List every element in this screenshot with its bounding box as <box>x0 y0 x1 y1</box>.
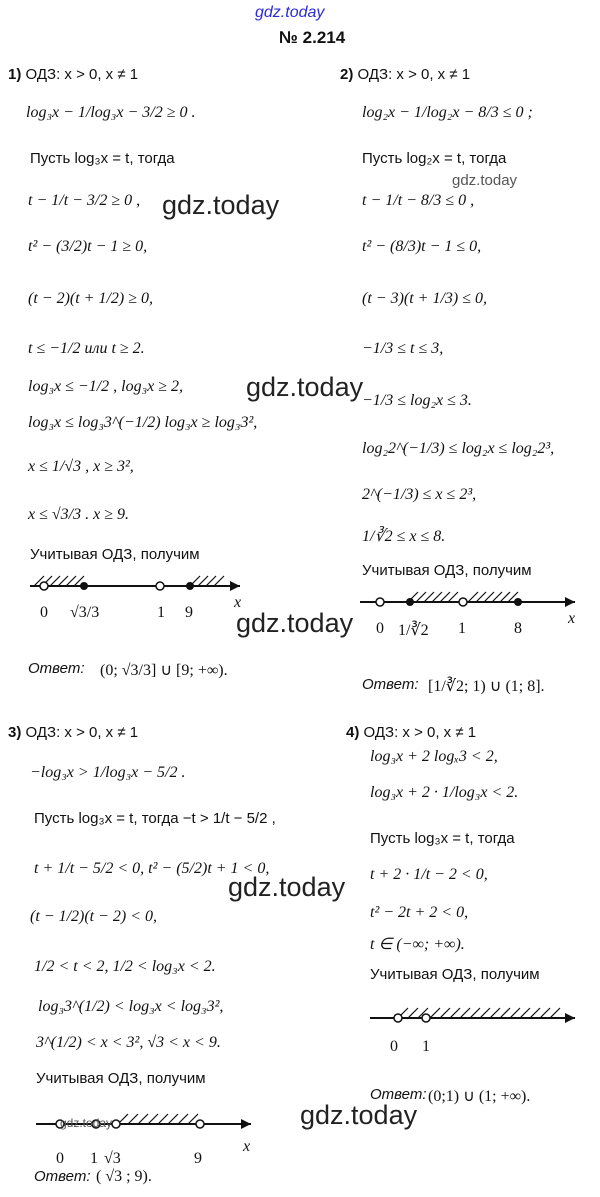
answer: (0;1) ∪ (1; +∞). <box>428 1088 531 1105</box>
watermark: gdz.today <box>60 1116 113 1130</box>
axis-label: 0 <box>390 1038 398 1055</box>
number-line-1 <box>30 568 240 608</box>
answer: ( √3 ; 9). <box>96 1168 152 1185</box>
line: Учитывая ОДЗ, получим <box>30 546 200 563</box>
line: x ≤ √3/3 . x ≥ 9. <box>28 506 129 523</box>
watermark: gdz.today <box>162 190 280 220</box>
axis-label: 1 <box>90 1150 98 1167</box>
line: Учитывая ОДЗ, получим <box>36 1070 206 1087</box>
answer-label: Ответ: <box>362 676 419 693</box>
line: 3^(1/2) < x < 3², √3 < x < 9. <box>36 1034 221 1051</box>
line: t + 1/t − 5/2 < 0, t² − (5/2)t + 1 < 0, <box>34 860 270 877</box>
line: Учитывая ОДЗ, получим <box>370 966 540 983</box>
line: t − 1/t − 8/3 ≤ 0 , <box>362 192 475 209</box>
line: t² − (8/3)t − 1 ≤ 0, <box>362 238 482 255</box>
axis-label: 1/∛2 <box>398 622 429 639</box>
axis-label: 0 <box>56 1150 64 1167</box>
line: log₃3^(1/2) < log₃x < log₃3², <box>38 998 224 1015</box>
section-number: 2) <box>340 66 354 83</box>
line: (t − 1/2)(t − 2) < 0, <box>30 908 158 925</box>
axis-var: x <box>234 594 242 611</box>
number-line-4 <box>370 1000 575 1040</box>
line: ОДЗ: x > 0, x ≠ 1 <box>357 66 471 83</box>
line: t + 2 · 1/t − 2 < 0, <box>370 866 488 883</box>
axis-var: x <box>243 1138 251 1155</box>
line: Пусть log₃x = t, тогда <box>370 830 515 847</box>
line: log₃x ≤ −1/2 , log₃x ≥ 2, <box>28 378 184 395</box>
line: log₃x + 2 · 1/log₃x < 2. <box>370 784 519 801</box>
line: 1/2 < t < 2, 1/2 < log₃x < 2. <box>34 958 216 975</box>
answer: [1/∛2; 1) ∪ (1; 8]. <box>428 678 545 695</box>
line: log₃x ≤ log₃3^(−1/2) log₃x ≥ log₃3², <box>28 414 258 431</box>
axis-var: x <box>568 610 576 627</box>
line: Учитывая ОДЗ, получим <box>362 562 532 579</box>
watermark: gdz.today <box>300 1100 418 1130</box>
answer-label: Ответ: <box>28 660 85 677</box>
axis-label: 0 <box>40 604 48 621</box>
line: ОДЗ: x > 0, x ≠ 1 <box>363 724 477 741</box>
line: ОДЗ: x > 0, x ≠ 1 <box>25 724 139 741</box>
axis-label: √3/3 <box>70 604 100 621</box>
answer-label: Ответ: <box>34 1168 91 1185</box>
line: Пусть log₃x = t, тогда −t > 1/t − 5/2 , <box>34 810 276 827</box>
line: (t − 2)(t + 1/2) ≥ 0, <box>28 290 154 307</box>
axis-label: 8 <box>514 620 522 637</box>
line: (t − 3)(t + 1/3) ≤ 0, <box>362 290 488 307</box>
axis-label: 0 <box>376 620 384 637</box>
line: log₂x − 1/log₂x − 8/3 ≤ 0 ; <box>362 104 533 121</box>
line: log₃x + 2 logₓ3 < 2, <box>370 748 498 765</box>
watermark: gdz.today <box>452 172 518 189</box>
line: −1/3 ≤ log₂x ≤ 3. <box>362 392 472 409</box>
axis-label: √3 <box>104 1150 121 1167</box>
line: −log₃x > 1/log₃x − 5/2 . <box>30 764 186 781</box>
answer-label: Ответ: <box>370 1086 427 1103</box>
axis-label: 9 <box>194 1150 202 1167</box>
site-title: gdz.today <box>255 4 325 21</box>
axis-label: 9 <box>185 604 193 621</box>
answer: (0; √3/3] ∪ [9; +∞). <box>100 662 228 679</box>
line: ОДЗ: x > 0, x ≠ 1 <box>25 66 139 83</box>
line: Пусть log₂x = t, тогда <box>362 150 507 167</box>
line: t² − (3/2)t − 1 ≥ 0, <box>28 238 148 255</box>
line: t − 1/t − 3/2 ≥ 0 , <box>28 192 141 209</box>
line: log₂2^(−1/3) ≤ log₂x ≤ log₂2³, <box>362 440 555 457</box>
line: log₃x − 1/log₃x − 3/2 ≥ 0 . <box>26 104 196 121</box>
axis-label: 1 <box>422 1038 430 1055</box>
line: t² − 2t + 2 < 0, <box>370 904 469 921</box>
number-line-2 <box>360 584 575 624</box>
line: t ∈ (−∞; +∞). <box>370 936 465 953</box>
line: 1/∛2 ≤ x ≤ 8. <box>362 528 446 545</box>
line: −1/3 ≤ t ≤ 3, <box>362 340 444 357</box>
section-number: 3) <box>8 724 22 741</box>
watermark: gdz.today <box>228 872 346 902</box>
line: x ≤ 1/√3 , x ≥ 3², <box>28 458 134 475</box>
section-1-heading <box>8 66 138 83</box>
watermark: gdz.today <box>246 372 364 402</box>
section-3-heading <box>8 724 138 741</box>
problem-number: № 2.214 <box>279 28 346 47</box>
axis-label: 1 <box>157 604 165 621</box>
axis-label: 1 <box>458 620 466 637</box>
line: Пусть log₃x = t, тогда <box>30 150 175 167</box>
section-4-heading <box>346 724 476 741</box>
watermark: gdz.today <box>236 608 354 638</box>
line: t ≤ −1/2 или t ≥ 2. <box>28 340 145 357</box>
line: 2^(−1/3) ≤ x ≤ 2³, <box>362 486 477 503</box>
section-number: 1) <box>8 66 22 83</box>
section-number: 4) <box>346 724 360 741</box>
section-2-heading <box>340 66 470 83</box>
